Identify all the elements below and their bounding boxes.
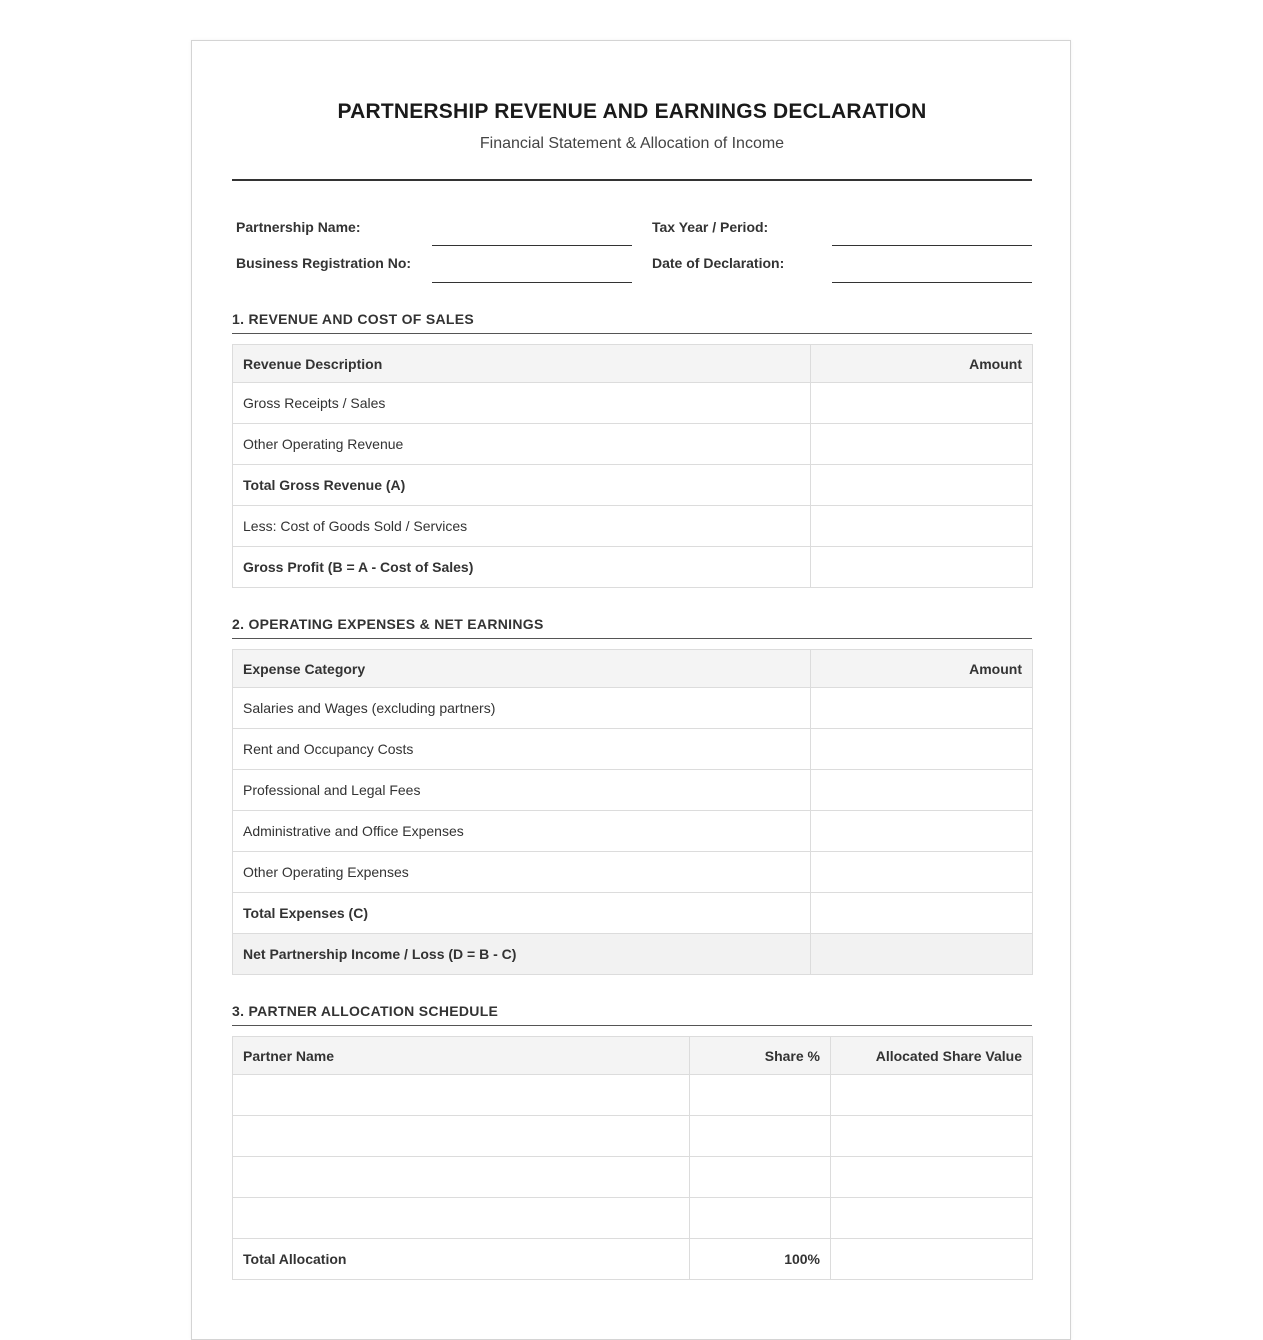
table-row	[233, 547, 1033, 588]
allocated-value-cell[interactable]	[831, 1198, 1033, 1239]
column-header-revenue-description: Revenue Description	[233, 345, 811, 383]
business-registration-label: Business Registration No:	[236, 255, 412, 271]
amount-cell[interactable]	[811, 770, 1033, 811]
tax-year-label: Tax Year / Period:	[652, 219, 769, 235]
row-label: Other Operating Expenses	[233, 852, 811, 893]
row-label: Gross Profit (B = A - Cost of Sales)	[233, 547, 811, 588]
amount-cell[interactable]	[811, 811, 1033, 852]
column-header-share-percent: Share %	[690, 1037, 831, 1075]
table-row	[233, 852, 1033, 893]
section-1-title: 1. REVENUE AND COST OF SALES	[232, 312, 1032, 334]
table-row	[233, 893, 1033, 934]
table-header-row	[233, 650, 1033, 688]
row-label: Salaries and Wages (excluding partners)	[233, 688, 811, 729]
amount-cell[interactable]	[811, 383, 1033, 424]
row-label: Total Expenses (C)	[233, 893, 811, 934]
column-header-amount: Amount	[811, 345, 1033, 383]
amount-cell[interactable]	[811, 465, 1033, 506]
revenue-table	[232, 344, 1033, 588]
expenses-table	[232, 649, 1033, 975]
amount-cell[interactable]	[811, 852, 1033, 893]
declaration-date-field[interactable]	[832, 282, 1032, 283]
document-subtitle: Financial Statement & Allocation of Income	[479, 135, 785, 152]
section-2-title: 2. OPERATING EXPENSES & NET EARNINGS	[232, 617, 1032, 639]
table-row	[233, 729, 1033, 770]
allocated-value-cell[interactable]	[831, 1157, 1033, 1198]
table-row	[233, 1157, 1033, 1198]
row-label: Rent and Occupancy Costs	[233, 729, 811, 770]
section-3-title: 3. PARTNER ALLOCATION SCHEDULE	[232, 1004, 1032, 1026]
amount-cell[interactable]	[811, 424, 1033, 465]
row-label: Net Partnership Income / Loss (D = B - C)	[233, 934, 811, 975]
row-label: Other Operating Revenue	[233, 424, 811, 465]
table-row	[233, 811, 1033, 852]
amount-cell[interactable]	[811, 506, 1033, 547]
partner-name-cell[interactable]	[233, 1075, 690, 1116]
allocated-value-cell[interactable]	[831, 1075, 1033, 1116]
table-row	[233, 770, 1033, 811]
row-label: Professional and Legal Fees	[233, 770, 811, 811]
partner-name-cell[interactable]	[233, 1157, 690, 1198]
document-title: PARTNERSHIP REVENUE AND EARNINGS DECLARATION	[337, 100, 927, 123]
total-share-percent: 100%	[690, 1239, 831, 1280]
table-header-row	[233, 345, 1033, 383]
table-row	[233, 1116, 1033, 1157]
total-allocated-value-cell[interactable]	[831, 1239, 1033, 1280]
share-percent-cell[interactable]	[690, 1116, 831, 1157]
allocated-value-cell[interactable]	[831, 1116, 1033, 1157]
share-percent-cell[interactable]	[690, 1157, 831, 1198]
business-registration-field[interactable]	[432, 282, 632, 283]
row-label: Total Gross Revenue (A)	[233, 465, 811, 506]
share-percent-cell[interactable]	[690, 1198, 831, 1239]
partner-name-cell[interactable]	[233, 1198, 690, 1239]
column-header-partner-name: Partner Name	[233, 1037, 690, 1075]
row-label: Administrative and Office Expenses	[233, 811, 811, 852]
partner-allocation-table	[232, 1036, 1033, 1280]
total-allocation-row	[233, 1239, 1033, 1280]
partnership-name-field[interactable]	[432, 245, 632, 246]
amount-cell[interactable]	[811, 934, 1033, 975]
table-row	[233, 465, 1033, 506]
amount-cell[interactable]	[811, 688, 1033, 729]
table-row	[233, 1075, 1033, 1116]
row-label: Less: Cost of Goods Sold / Services	[233, 506, 811, 547]
amount-cell[interactable]	[811, 547, 1033, 588]
column-header-expense-category: Expense Category	[233, 650, 811, 688]
partner-name-cell[interactable]	[233, 1116, 690, 1157]
net-income-row	[233, 934, 1033, 975]
declaration-date-label: Date of Declaration:	[652, 255, 785, 271]
column-header-amount: Amount	[811, 650, 1033, 688]
partnership-name-label: Partnership Name:	[236, 219, 361, 235]
table-row	[233, 506, 1033, 547]
share-percent-cell[interactable]	[690, 1075, 831, 1116]
amount-cell[interactable]	[811, 729, 1033, 770]
amount-cell[interactable]	[811, 893, 1033, 934]
column-header-allocated-share-value: Allocated Share Value	[831, 1037, 1033, 1075]
tax-year-field[interactable]	[832, 245, 1032, 246]
table-row	[233, 424, 1033, 465]
form-page	[191, 40, 1071, 1340]
table-row	[233, 688, 1033, 729]
row-label: Gross Receipts / Sales	[233, 383, 811, 424]
total-allocation-label: Total Allocation	[233, 1239, 690, 1280]
document-header	[232, 98, 1032, 181]
table-row	[233, 1198, 1033, 1239]
table-header-row	[233, 1037, 1033, 1075]
partnership-info-block	[232, 213, 1032, 287]
table-row	[233, 383, 1033, 424]
